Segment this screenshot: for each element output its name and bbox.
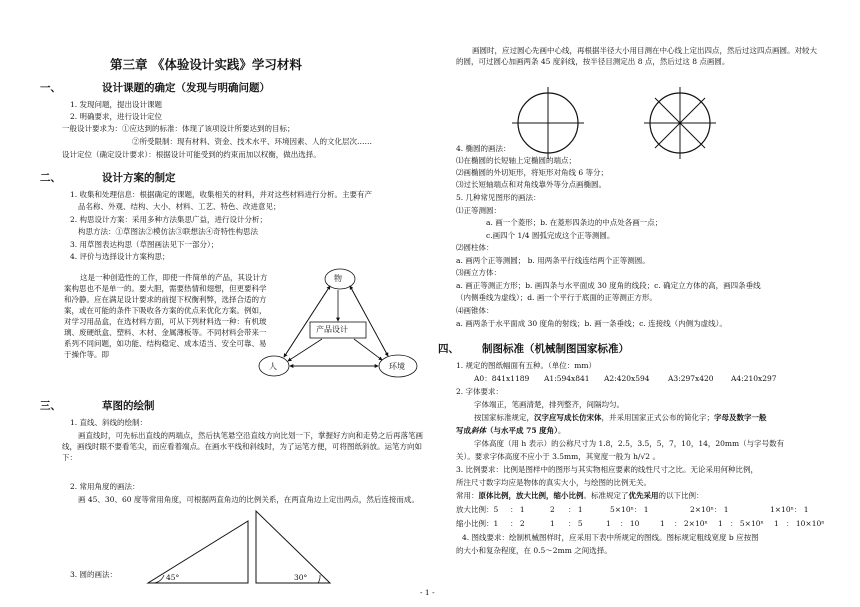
- section-3-heading: 三、 草图的绘制: [40, 400, 155, 412]
- cone-heading: ⑷画锥体：: [456, 306, 494, 315]
- sec3-item-2: 2. 常用角度的画法：: [70, 482, 140, 491]
- zoom-in-ratio: 2: [550, 505, 555, 514]
- font-req-b: 按国家标准规定，汉字应写成长仿宋体，并采用国家正式公布的简化字；字母及数字一般: [474, 413, 767, 422]
- angle-45-label: 45°: [166, 573, 180, 582]
- sec3-item-2-text: 画 45、30、60 度等常用角度，可根据两直角边的比例关系，在两直角边上定出两点，然后连接而成。: [78, 495, 419, 504]
- scale-req-a: 3. 比例要求：比例是图样中的图形与其实物相应要素的线性尺寸之比。无论采用何种比例，: [456, 465, 759, 474]
- zoom-in-ratio: 2×10ⁿ： 1: [690, 505, 729, 514]
- scale-common: 常用：原体比例，放大比例，缩小比例。标准规定了优先采用的以下比例：: [456, 491, 704, 500]
- circle-eight-point-figure: [642, 85, 722, 165]
- sec2-item-2a: 2. 构思设计方案：采用多种方法集思广益，进行设计分析；: [70, 215, 268, 224]
- paper-size-a2: A2:420x594: [604, 374, 650, 383]
- ellipse-step-2: ⑵画椭圆的外切矩形，将矩形对角线 6 等分；: [456, 168, 609, 177]
- isometric-circle-step-ab: a. 画一个菱形；b. 在菱形四条边的中点处各画一点；: [486, 218, 663, 227]
- zoom-in-ratio: ： 1: [568, 505, 583, 514]
- triangle-45-figure: [148, 521, 248, 583]
- cube-heading: ⑶画立方体：: [456, 268, 501, 277]
- sec2-item-2b: 构思方法：①草图法②模仿法③联想法④奇特性构思法: [78, 227, 258, 236]
- ellipse-step-3: ⑶过长短轴端点和对角线靠外等分点画椭圆。: [456, 180, 606, 189]
- sec2-item-1a: 1. 收集和处理信息：根据确定的课题，收集相关的材料，并对这些材料进行分析。主要有产: [70, 190, 373, 199]
- font-height-b: 关）。要求字体高度不应小于 3.5mm，其宽度一般为 h/√2 。: [456, 452, 660, 461]
- section-1-heading: 一、 设计课题的确定（发现与明确问题）: [40, 82, 270, 94]
- zoom-out-ratio: 缩小比例：1: [456, 519, 499, 528]
- zoom-out-ratio: ： 5: [568, 519, 583, 528]
- ellipse-step-1: ⑴在椭圆的长短轴上定椭圆的端点；: [456, 156, 576, 165]
- zoom-out-ratio: 1: [660, 519, 665, 528]
- shapes-heading: 5. 几种常见图形的画法：: [456, 193, 541, 202]
- isometric-circle-heading: ⑴正等测圆：: [456, 206, 501, 215]
- sec1-req-b: ②所受限制：现有材料、资金、技术水平、环境因素、人的文化层次……: [132, 137, 372, 146]
- ellipse-heading: 4. 椭圆的画法：: [456, 144, 511, 153]
- font-req-c: 写成斜体（与水平成 75 度角）。: [456, 426, 566, 435]
- font-req-heading: 2. 字体要求：: [456, 387, 504, 396]
- cube-steps-a: a. 画正等测正方形；b. 画四条与水平面成 30 度角的线段；c. 确定立方体的高，画四条垂线: [456, 281, 761, 290]
- cube-steps-b: （内侧垂线为虚线）；d. 画一个平行于底面的正等测正方形。: [456, 293, 657, 302]
- paper-size-a1: A1:594x841: [544, 374, 590, 383]
- sec1-item: 2. 明确要求，进行设计定位: [70, 112, 163, 121]
- isometric-circle-step-c: c.画四个 1/4 圆弧完成这个正等测圆。: [486, 231, 615, 240]
- line-req-a: 4. 图线要求：绘制机械图样时，应采用下表中所规定的图线。图标规定粗线宽度 b 应按图: [462, 533, 759, 542]
- zoom-out-ratio: ： 5×10ⁿ: [730, 519, 764, 528]
- sec2-item-1b: 品名称、外观、结构、大小、材料、工艺、特色、改进意见；: [78, 202, 281, 211]
- zoom-out-ratio: 1: [718, 519, 723, 528]
- angle-30-label: 30°: [294, 573, 308, 582]
- zoom-out-ratio: 1: [774, 519, 779, 528]
- section-4-heading: 四、 制图标准（机械制图国家标准）: [438, 343, 629, 355]
- zoom-out-ratio: 1: [606, 519, 611, 528]
- diagram-label-object: 物: [334, 274, 342, 283]
- diagram-label-person: 人: [269, 362, 277, 371]
- sec2-paragraph: 这是一种创造性的工作，即使一件简单的产品，其设计方案构思也不是单一的。要大胆，需要热情和翅想，但更要科学和冷静。应在满足设计要求的前提下权衡利弊，选择合适的方案，或在可能的条件下吸收各方案的优点来优化方案。例如，对学习用品盒，在选材料方面，可从下列材料选一种：有机玻璃、废硬纸盒、塑料、木材、金属薄板等。不同材料会带来一系列不同问题，如功能、结构稳定、成本适当、安全可靠、易于操作等。即: [64, 273, 268, 359]
- zoom-in-ratio: ： 1: [510, 505, 525, 514]
- sec3-item-1: 1. 直线、斜线的绘制：: [70, 418, 148, 427]
- zoom-out-ratio: 1: [550, 519, 555, 528]
- cylinder-heading: ⑵圆柱体：: [456, 243, 494, 252]
- paper-size-a4: A4:210x297: [731, 374, 777, 383]
- zoom-out-ratio: ： 2: [510, 519, 525, 528]
- sec2-item-3: 3. 用草图表达构思（草图画法见下一部分）；: [70, 240, 219, 249]
- line-req-b: 的大小和复杂程度，在 0.5～2mm 之间选择。: [456, 546, 612, 555]
- sec3-item-3: 3. 圆的画法：: [70, 570, 118, 579]
- scale-req-b: 所注尺寸数字均应是物体的真实大小，与绘图的比例无关。: [456, 478, 651, 487]
- zoom-out-ratio: ： 10×10ⁿ: [786, 519, 825, 528]
- sec3-item-1-text: 画直线时，可先标出直线的两端点，然后执笔悬空沿直线方向比划一下，掌握好方向和走势之后再落笔画线，画线时眼不要看笔尖，而应看着端点。在画水平线和斜线时，为了运笔方便，可将图纸斜放。运笔方向如下：: [62, 431, 423, 462]
- zoom-out-ratio: ： 2×10ⁿ: [674, 519, 708, 528]
- circle-paragraph: 画圆时，应过圆心先画中心线，再根据半径大小用目测在中心线上定出四点，然后过这四点画圆。对较大的圆，可过圆心加画两条 45 度斜线，按半径目测定出 8 点，然后过这 8 点画圆。: [456, 46, 817, 66]
- sec2-item-4: 4. 评价与选择设计方案构思；: [70, 252, 170, 261]
- zoom-in-ratio: 5×10ⁿ： 1: [610, 505, 649, 514]
- page-title: 第三章 《体验设计实践》学习材料: [110, 57, 302, 72]
- paper-size-a3: A3:297x420: [668, 374, 714, 383]
- zoom-out-ratio: ： 10: [620, 519, 640, 528]
- paper-size-heading: 1. 规定的图纸幅面有五种。（单位：mm）: [456, 361, 597, 370]
- diagram-label-product-design: 产品设计: [316, 325, 348, 334]
- section-2-heading: 二、 设计方案的制定: [40, 172, 176, 184]
- cylinder-steps: a. 画两个正等测圆； b. 用两条平行线连结两个正等测圆。: [456, 256, 650, 265]
- font-req-a: 字体端正，笔画清楚，排列整齐，间隔均匀。: [474, 400, 624, 409]
- triangle-30-figure: [256, 511, 330, 583]
- sec1-req-a: 一般设计要求为：①应达到的标准：体现了该项设计所要达到的目标；: [62, 124, 295, 133]
- sec1-positioning: 设计定位（确定设计要求）：根据设计可能受到的约束而加以权衡，做出选择。: [62, 150, 321, 159]
- diagram-label-environment: 环境: [389, 362, 405, 371]
- cone-steps: a. 画两条于水平面成 30 度角的射线；b. 画一条垂线；c. 连接线（内侧为虚线）。: [456, 319, 727, 328]
- circle-four-point-figure: [510, 85, 590, 165]
- sec1-item: 1. 发现问题，提出设计课题: [70, 100, 163, 109]
- zoom-in-ratio: 1×10ⁿ： 1: [770, 505, 809, 514]
- font-height-a: 字体高度（用 h 表示）的公称尺寸为 1.8，2.5，3.5，5，7，10，14，20mm（与字号数有: [474, 439, 785, 448]
- page-number: - 1 -: [420, 588, 435, 597]
- zoom-in-ratio: 放大比例：5: [456, 505, 499, 514]
- paper-size-a0: A0：841x1189: [474, 374, 530, 383]
